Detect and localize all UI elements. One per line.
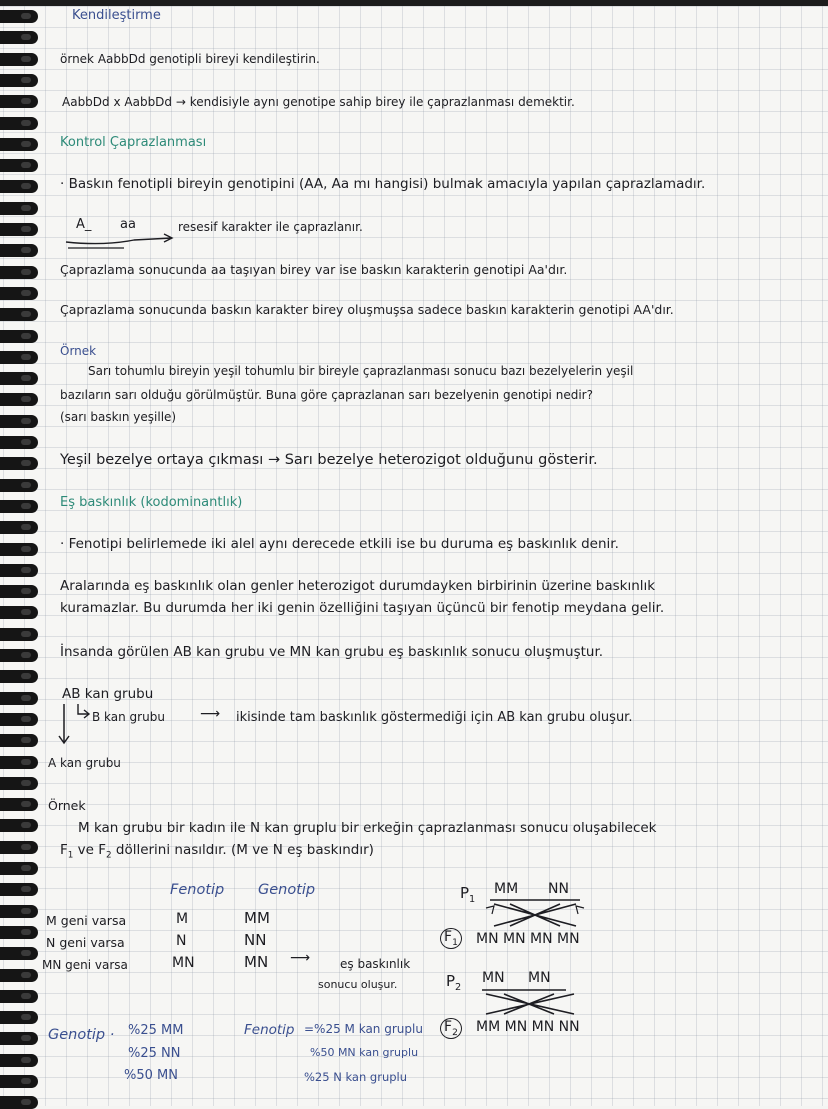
spiral-binding xyxy=(0,0,46,1106)
spiral-ring xyxy=(0,1011,38,1024)
spiral-ring xyxy=(0,202,38,215)
spiral-ring xyxy=(0,53,38,66)
intro-cross: AabbDd x AabbDd → kendisiyle aynı genotipe sahip birey ile çaprazlanması demektir. xyxy=(62,95,575,109)
example2-label: Örnek xyxy=(48,798,86,813)
summary-genotip-mm: %25 MM xyxy=(128,1023,184,1038)
spiral-ring xyxy=(0,585,38,598)
spiral-ring xyxy=(0,692,38,705)
p1-parent-b: NN xyxy=(548,881,569,897)
codominance-human: İnsanda görülen AB kan grubu ve MN kan grubu eş baskınlık sonucu oluşmuştur. xyxy=(60,644,604,660)
f1-results: MN MN MN MN xyxy=(476,931,580,947)
summary-genotip-nn: %25 NN xyxy=(128,1046,181,1061)
spiral-ring xyxy=(0,180,38,193)
spiral-ring xyxy=(0,1032,38,1045)
spiral-ring xyxy=(0,543,38,556)
spiral-ring xyxy=(0,756,38,769)
f1-label: $F_1$ xyxy=(440,928,462,949)
scheme-recessive: aa xyxy=(120,217,136,232)
spiral-ring xyxy=(0,777,38,790)
intro-example: örnek AabbDd genotipli bireyi kendileştirin. xyxy=(60,52,320,66)
ab-arrow-glyph: ⟶ xyxy=(200,706,221,722)
spiral-ring xyxy=(0,521,38,534)
b-blood-label: B kan grubu xyxy=(92,710,165,724)
page-top-edge xyxy=(0,0,828,6)
p2-label: $P_2$ xyxy=(446,972,462,993)
spiral-ring xyxy=(0,947,38,960)
spiral-ring xyxy=(0,159,38,172)
spiral-ring xyxy=(0,138,38,151)
example1-line1: Sarı tohumlu bireyin yeşil tohumlu bir bireyle çaprazlanması sonucu bazı bezelyelerin yeşil xyxy=(88,364,634,378)
summary-fenotip-n: %25 N kan gruplu xyxy=(304,1070,408,1084)
spiral-ring xyxy=(0,330,38,343)
spiral-ring xyxy=(0,628,38,641)
spiral-ring xyxy=(0,969,38,982)
summary-fenotip-mn: %50 MN kan gruplu xyxy=(310,1046,419,1059)
spiral-ring xyxy=(0,734,38,747)
summary-fenotip-label: Fenotip xyxy=(244,1022,295,1038)
spiral-ring xyxy=(0,819,38,832)
control-result-2: Çaprazlama sonucunda baskın karakter birey oluşmuşsa sadece baskın karakterin genotipi AA'dır. xyxy=(60,302,674,317)
example2-line1: M kan grubu bir kadın ile N kan gruplu bir erkeğin çaprazlanması sonucu oluşabilecek xyxy=(78,820,657,836)
spiral-ring xyxy=(0,393,38,406)
p2-parent-b: MN xyxy=(528,970,551,986)
spiral-ring xyxy=(0,223,38,236)
table-row-n-label: N geni varsa xyxy=(46,935,125,950)
summary-genotip-label: Genotip · xyxy=(48,1027,115,1043)
spiral-ring xyxy=(0,117,38,130)
spiral-ring xyxy=(0,266,38,279)
spiral-ring xyxy=(0,606,38,619)
example1-line3: (sarı baskın yeşille) xyxy=(60,410,177,424)
spiral-ring xyxy=(0,244,38,257)
table-note-1: eş baskınlık xyxy=(340,957,411,971)
spiral-ring xyxy=(0,990,38,1003)
spiral-ring xyxy=(0,798,38,811)
spiral-ring xyxy=(0,649,38,662)
codominance-heading: Eş baskınlık (kodominantlık) xyxy=(60,495,243,510)
spiral-ring xyxy=(0,1096,38,1109)
a-blood-label: A kan grubu xyxy=(48,756,121,770)
p1-label: $P_1$ xyxy=(460,884,476,905)
summary-genotip-mn: %50 MN xyxy=(124,1068,178,1083)
example1-label: Örnek xyxy=(60,344,97,358)
spiral-ring xyxy=(0,287,38,300)
table-row-m-label: M geni varsa xyxy=(46,913,127,928)
table-row-mn-label: MN geni varsa xyxy=(42,958,128,972)
p1-parent-a: MM xyxy=(494,881,519,897)
scheme-arrow xyxy=(64,226,176,250)
spiral-ring xyxy=(0,500,38,513)
scheme-dominant: A_ xyxy=(76,217,92,232)
table-row-m-fenotip: M xyxy=(176,911,189,927)
spiral-ring xyxy=(0,479,38,492)
page-title: Kendileştirme xyxy=(72,8,161,23)
summary-fenotip-m: =%25 M kan gruplu xyxy=(304,1022,423,1036)
example1-line2: bazıların sarı olduğu görülmüştür. Buna göre çaprazlanan sarı bezelyenin genotipi nedir? xyxy=(60,388,593,402)
codominance-para1: Aralarında eş baskınlık olan genler heterozigot durumdayken birbirinin üzerine baskınlık xyxy=(60,578,656,594)
spiral-ring xyxy=(0,883,38,896)
codominance-bullet: · Fenotipi belirlemede iki alel aynı derecede etkili ise bu duruma eş baskınlık denir. xyxy=(60,536,619,552)
table-header-genotip: Genotip xyxy=(258,882,316,898)
table-note-2: sonucu oluşur. xyxy=(318,978,398,991)
spiral-ring xyxy=(0,95,38,108)
spiral-ring xyxy=(0,1054,38,1067)
control-cross-heading: Kontrol Çaprazlanması xyxy=(60,135,207,150)
spiral-ring xyxy=(0,372,38,385)
codominance-para2: kuramazlar. Bu durumda her iki genin özelliğini taşıyan üçüncü bir fenotip meydana gelir. xyxy=(60,600,665,616)
table-row-mn-fenotip: MN xyxy=(172,955,195,971)
f2-label: $F_2$ xyxy=(440,1018,462,1039)
table-header-fenotip: Fenotip xyxy=(170,882,225,898)
table-row-mn-genotip: MN xyxy=(244,953,269,971)
example2-line2: $F_1$ ve $F_2$ döllerini nasıldır. (M ve N eş baskındır) xyxy=(60,842,374,861)
spiral-ring xyxy=(0,713,38,726)
spiral-ring xyxy=(0,926,38,939)
table-row-n-genotip: NN xyxy=(244,931,267,949)
spiral-ring xyxy=(0,564,38,577)
ab-arrows xyxy=(54,700,94,748)
spiral-ring xyxy=(0,1075,38,1088)
spiral-ring xyxy=(0,436,38,449)
scheme-text: resesif karakter ile çaprazlanır. xyxy=(178,220,363,234)
ab-explanation: ikisinde tam baskınlık göstermediği için AB kan grubu oluşur. xyxy=(236,710,633,725)
control-result-1: Çaprazlama sonucunda aa taşıyan birey var ise baskın karakterin genotipi Aa'dır. xyxy=(60,262,568,277)
spiral-ring xyxy=(0,670,38,683)
example1-answer: Yeşil bezelye ortaya çıkması → Sarı bezelye heterozigot olduğunu gösterir. xyxy=(60,452,598,468)
ab-blood-title: AB kan grubu xyxy=(62,686,154,702)
p2-cross-lines xyxy=(476,988,586,1018)
spiral-ring xyxy=(0,351,38,364)
p1-cross-lines xyxy=(480,898,590,932)
spiral-ring xyxy=(0,10,38,23)
control-cross-bullet: · Baskın fenotipli bireyin genotipini (AA, Aa mı hangisi) bulmak amacıyla yapılan çaprazlamadır. xyxy=(60,176,706,192)
mn-arrow-glyph: ⟶ xyxy=(290,950,311,966)
spiral-ring xyxy=(0,31,38,44)
spiral-ring xyxy=(0,415,38,428)
f2-results: MM MN MN NN xyxy=(476,1019,580,1035)
p2-parent-a: MN xyxy=(482,970,505,986)
spiral-ring xyxy=(0,841,38,854)
table-row-n-fenotip: N xyxy=(176,933,187,949)
spiral-ring xyxy=(0,308,38,321)
spiral-ring xyxy=(0,862,38,875)
table-row-m-genotip: MM xyxy=(244,909,270,927)
spiral-ring xyxy=(0,457,38,470)
spiral-ring xyxy=(0,905,38,918)
spiral-ring xyxy=(0,74,38,87)
